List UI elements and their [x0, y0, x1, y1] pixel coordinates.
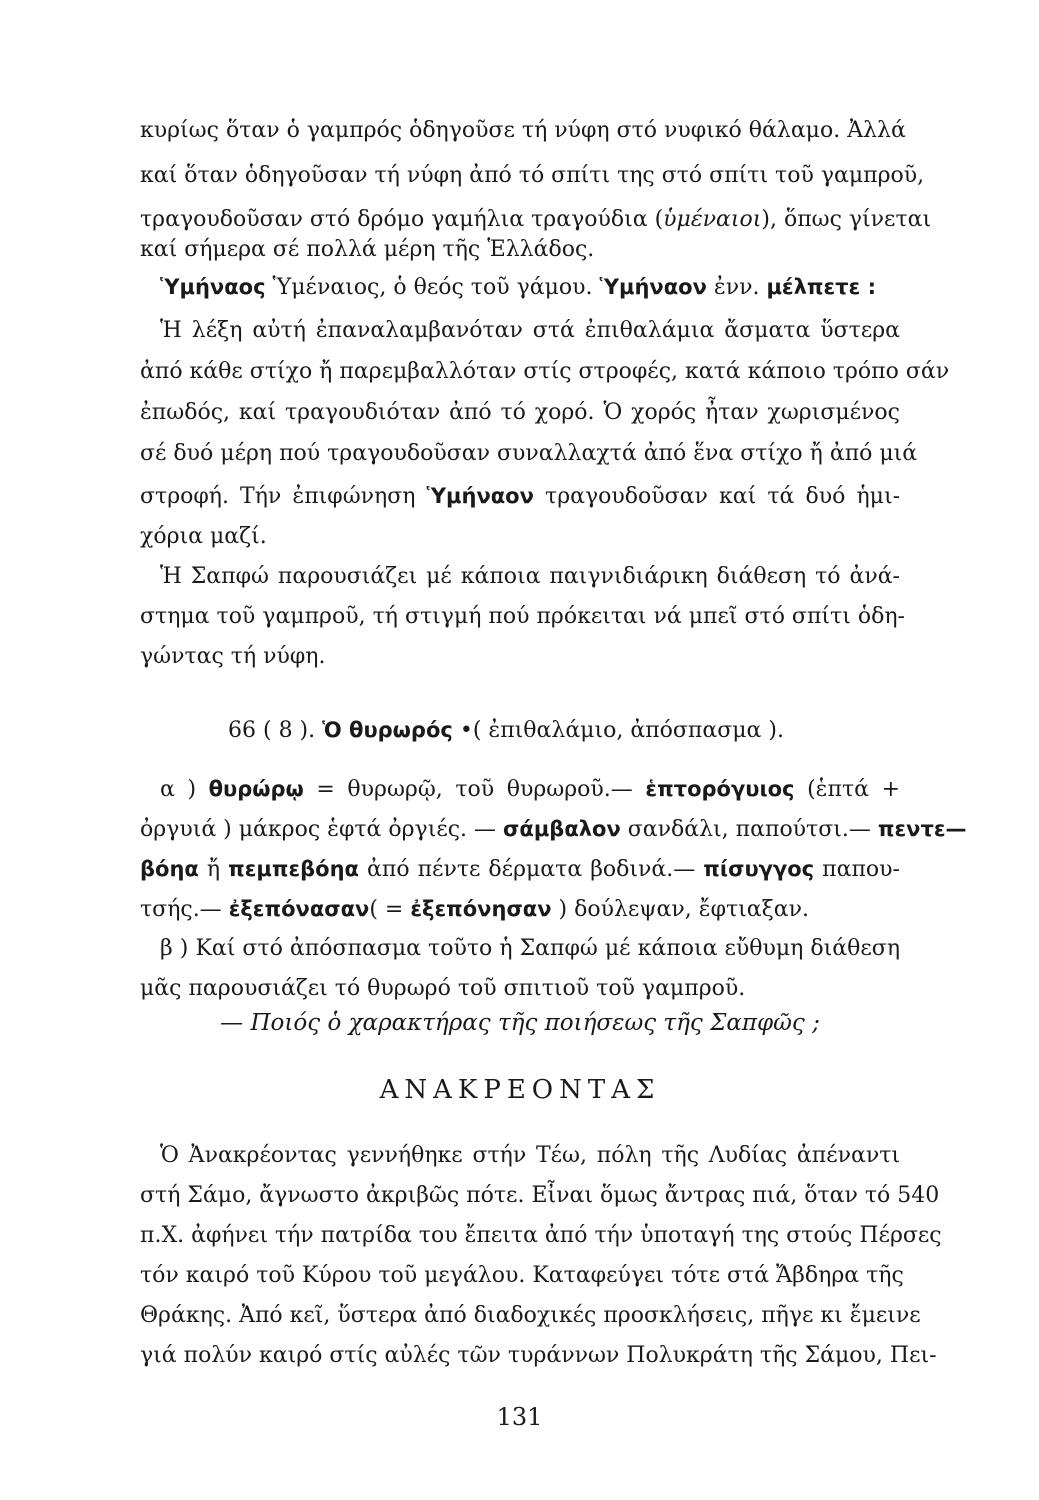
text-line: β ) Καί στό ἀπόσπασμα τοῦτο ἡ Σαπφώ μέ κάποια εὔθυμη διάθεση: [160, 936, 900, 961]
gloss-term: ἐξεπόνασαν: [228, 897, 370, 921]
gloss-line: ὀργυιά ) μάκρος ἑφτά ὀργιές. — σάμβαλον σανδάλι, παπούτσι.— πεντε—: [140, 817, 967, 842]
study-question: — Ποιός ὁ χαρακτήρας τῆς ποιήσεως τῆς Σαπφῶς ;: [220, 1010, 820, 1036]
gloss-term: Ὑμήναον: [426, 484, 534, 508]
text-line: καί σήμερα σέ πολλά μέρη τῆς Ἑλλάδος.: [140, 237, 595, 262]
text-line: κυρίως ὅταν ὁ γαμπρός ὁδηγοῦσε τή νύφη στό νυφικό θάλαμο. Ἀλλά: [140, 118, 906, 143]
text-line: στή Σάμο, ἄγνωστο ἀκριβῶς πότε. Εἶναι ὅμως ἄντρας πιά, ὅταν τό 540: [140, 1183, 940, 1208]
gloss-term: πεντε—: [877, 817, 967, 841]
text-line: π.Χ. ἀφήνει τήν πατρίδα του ἔπειτα ἀπό τήν ὑποταγή της στούς Πέρσες: [140, 1223, 942, 1248]
italic-term: ὑμέναιοι: [663, 207, 762, 232]
text-line: γιά πολύν καιρό στίς αὐλές τῶν τυράννων Πολυκράτη τῆς Σάμου, Πει-: [140, 1343, 937, 1368]
gloss-term: πίσυγγος: [703, 857, 815, 881]
text-line: ἐπωδός, καί τραγουδιόταν ἀπό τό χορό. Ὁ χορός ἦταν χωρισμένος: [140, 400, 900, 425]
text-line: στροφή. Τήν ἐπιφώνηση Ὑμήναον τραγουδοῦσαν καί τά δυό ἡμι-: [140, 484, 901, 509]
gloss-term: βόηα: [140, 857, 199, 881]
text-line: Θράκης. Ἀπό κεῖ, ὕστερα ἀπό διαδοχικές προσκλήσεις, πῆγε κι ἔμεινε: [140, 1303, 921, 1328]
gloss-line: α ) θυρώρῳ = θυρωρῷ, τοῦ θυρωροῦ.— ἑπτορόγυιος (ἑπτά +: [160, 777, 900, 802]
page-number: 131: [496, 1403, 543, 1431]
section-title: 66 ( 8 ). Ὁ θυρωρός •( ἐπιθαλάμιο, ἀπόσπασμα ).: [228, 718, 784, 743]
gloss-term: ἑπτορόγυιος: [645, 777, 795, 801]
text-line: Ἡ Σαπφώ παρουσιάζει μέ κάποια παιγνιδιάρικη διάθεση τό ἀνά-: [160, 564, 900, 589]
text-line: μᾶς παρουσιάζει τό θυρωρό τοῦ σπιτιοῦ τοῦ γαμπροῦ.: [140, 976, 746, 1001]
text-line: σέ δυό μέρη πού τραγουδοῦσαν συναλλαχτά ἀπό ἕνα στίχο ἤ ἀπό μιά: [140, 441, 918, 466]
gloss-line: Ὑμήναος Ὑμέναιος, ὁ θεός τοῦ γάμου. Ὑμήναον ἐνν. μέλπετε :: [160, 275, 876, 300]
text-line: στημα τοῦ γαμπροῦ, τή στιγμή πού πρόκειται νά μπεῖ στό σπίτι ὁδη-: [140, 604, 905, 629]
text-line: τόν καιρό τοῦ Κύρου τοῦ μεγάλου. Καταφεύγει τότε στά Ἄβδηρα τῆς: [140, 1263, 904, 1288]
gloss-term: Ὑμήναον: [599, 275, 707, 299]
gloss-term: σάμβαλον: [503, 817, 621, 841]
gloss-line: βόηα ἤ πεμπεβόηα ἀπό πέντε δέρματα βοδινά.— πίσυγγος παπου-: [140, 857, 900, 882]
gloss-term: Ὁ θυρωρός: [322, 718, 453, 742]
gloss-term: πεμπεβόηα: [228, 857, 359, 881]
gloss-line: τσής.— ἐξεπόνασαν( = ἐξεπόνησαν ) δούλεψαν, ἔφτιαξαν.: [140, 897, 809, 922]
gloss-term: Ὑμήναος: [160, 275, 266, 299]
gloss-term: ἐξεπόνησαν: [410, 897, 552, 921]
section-heading: ΑΝΑΚΡΕΟΝΤΑΣ: [379, 1075, 661, 1105]
text-line: γώντας τή νύφη.: [140, 644, 326, 669]
text-line: καί ὅταν ὁδηγοῦσαν τή νύφη ἀπό τό σπίτι της στό σπίτι τοῦ γαμπροῦ,: [140, 163, 925, 188]
text-line: χόρια μαζί.: [140, 524, 267, 549]
gloss-term: μέλπετε :: [766, 275, 876, 299]
text-line: ἀπό κάθε στίχο ἤ παρεμβαλλόταν στίς στροφές, κατά κάποιο τρόπο σάν: [140, 359, 950, 384]
gloss-term: θυρώρῳ: [208, 777, 304, 801]
text-line: Ἡ λέξη αὐτή ἐπαναλαμβανόταν στά ἐπιθαλάμια ἄσματα ὕστερα: [160, 318, 900, 343]
text-line: τραγουδοῦσαν στό δρόμο γαμήλια τραγούδια (ὑμέναιοι), ὅπως γίνεται: [140, 207, 932, 232]
text-line: Ὁ Ἀνακρέοντας γεννήθηκε στήν Τέω, πόλη τῆς Λυδίας ἀπέναντι: [160, 1143, 900, 1168]
